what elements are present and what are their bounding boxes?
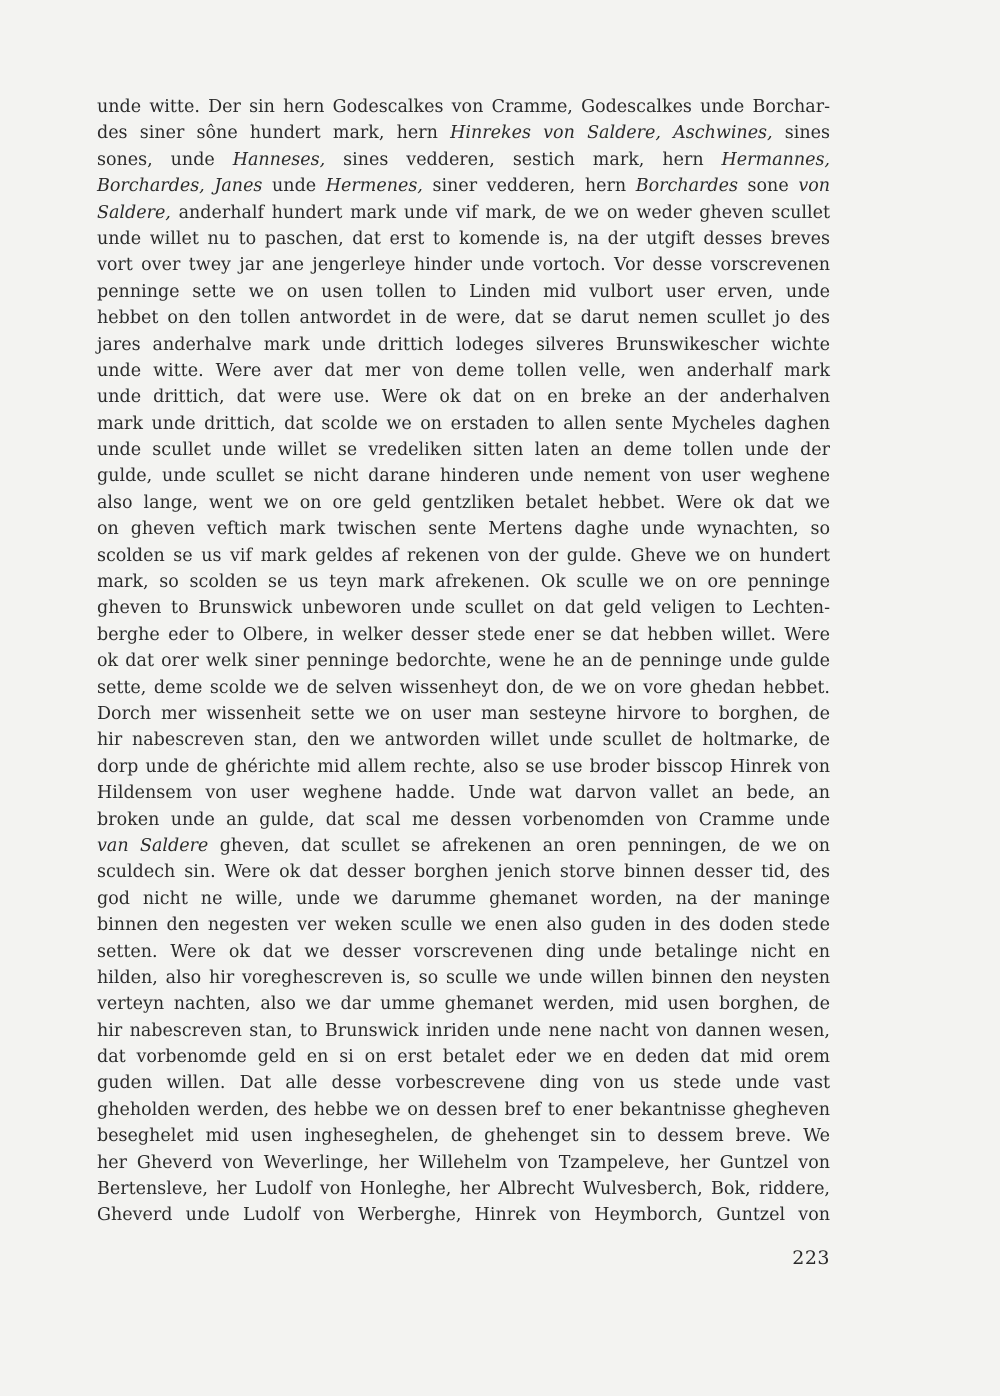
- text-segment: jares anderhalve mark unde drittich lodeges silveres Brunswikescher wichte: [97, 334, 830, 355]
- text-segment: also lange, went we on ore geld gentzliken betalet hebbet. Were ok dat we: [97, 492, 830, 513]
- text-line: [97, 807, 830, 833]
- text-line: [97, 1176, 830, 1202]
- text-segment: setten. Were ok dat we desser vorscrevenen ding unde betalinge nicht en: [97, 941, 830, 962]
- text-segment: unde willet nu to paschen, dat erst to komende is, na der utgift desses breves: [97, 228, 830, 249]
- text-segment: verteyn nachten, also we dar umme ghemanet werden, mid usen borghen, de: [97, 994, 830, 1015]
- body-text: [97, 94, 830, 1229]
- text-line: [97, 200, 830, 226]
- text-line: [97, 1018, 830, 1044]
- text-segment: on gheven veftich mark twischen sente Mertens daghe unde wynachten, so: [97, 519, 830, 540]
- text-segment: hir nabescreven stan, to Brunswick inriden unde nene nacht von dannen wesen,: [97, 1020, 830, 1041]
- text-segment: hilden, also hir voreghescreven is, so sculle we unde willen binnen den neysten: [97, 967, 830, 988]
- italic-name: van Saldere: [97, 835, 209, 856]
- text-segment: Gheverd unde Ludolf von Werberghe, Hinrek von Heymborch, Guntzel von: [97, 1205, 830, 1226]
- text-segment: sette, deme scolde we de selven wissenheyt don, de we on vore ghedan hebbet.: [97, 677, 830, 698]
- text-line: [97, 780, 830, 806]
- text-line: [97, 648, 830, 674]
- text-line: [97, 754, 830, 780]
- text-segment: unde witte. Were aver dat mer von deme tollen velle, wen anderhalf mark: [97, 360, 830, 381]
- text-segment: mark, so scolden se us teyn mark afrekenen. Ok sculle we on ore penninge: [97, 572, 830, 593]
- text-segment: Hildensem von user weghene hadde. Unde wat darvon vallet an bede, an: [97, 783, 830, 804]
- text-segment: siner vedderen, hern: [422, 176, 636, 197]
- text-segment: unde scullet unde willet se vredeliken sitten laten an deme tollen unde der: [97, 440, 830, 461]
- text-segment: sones, unde: [97, 149, 233, 170]
- text-segment: dorp unde de ghérichte mid allem rechte, also se use broder bisscop Hinrek von: [97, 756, 830, 777]
- text-segment: penninge sette we on usen tollen to Linden mid vulbort user erven, unde: [97, 281, 830, 302]
- text-segment: unde: [262, 176, 326, 197]
- text-line: [97, 279, 830, 305]
- italic-name: Saldere,: [97, 202, 171, 223]
- text-line: [97, 94, 830, 120]
- text-segment: dat vorbenomde geld en si on erst betalet eder we en deden dat mid orem: [97, 1047, 830, 1068]
- text-line: [97, 991, 830, 1017]
- text-segment: vort over twey jar ane jengerleye hinder unde vortoch. Vor desse vorscrevenen: [97, 255, 830, 276]
- text-segment: berghe eder to Olbere, in welker desser stede ener se dat hebben willet. Were: [97, 624, 830, 645]
- text-segment: anderhalf hundert mark unde vif mark, de we on weder gheven scullet: [170, 202, 830, 223]
- text-line: [97, 173, 830, 199]
- text-segment: ok dat orer welk siner penninge bedorchte, wene he an de penninge unde gulde: [97, 651, 830, 672]
- text-segment: gheholden werden, des hebbe we on dessen bref to ener bekantnisse ghegheven: [97, 1099, 830, 1120]
- text-segment: unde witte. Der sin hern Godescalkes von Cramme, Godescalkes unde Borchar-: [97, 97, 830, 117]
- text-segment: hir nabescreven stan, den we antworden willet unde scullet de holtmarke, de: [97, 730, 830, 751]
- text-line: [97, 332, 830, 358]
- text-line: [97, 1202, 830, 1228]
- text-segment: gulde, unde scullet se nicht darane hinderen unde nement von user weghene: [97, 466, 830, 487]
- italic-name: von: [798, 176, 831, 197]
- text-line: [97, 595, 830, 621]
- text-segment: hebbet on den tollen antwordet in de were, dat se darut nemen scullet jo des: [97, 308, 830, 329]
- text-segment: beseghelet mid usen ingheseghelen, de ghehenget sin to dessem breve. We: [97, 1126, 830, 1147]
- italic-name: Borchardes, Janes: [97, 176, 263, 197]
- text-segment: sculdech sin. Were ok dat desser borghen jenich storve binnen desser tid, des: [97, 862, 830, 883]
- text-line: [97, 490, 830, 516]
- text-line: [97, 1044, 830, 1070]
- text-segment: gheven, dat scullet se afrekenen an oren penningen, de we on: [208, 835, 830, 856]
- text-line: [97, 147, 830, 173]
- text-line: [97, 859, 830, 885]
- text-line: [97, 543, 830, 569]
- italic-name: Borchardes: [635, 176, 738, 197]
- text-line: [97, 120, 830, 146]
- text-line: [97, 622, 830, 648]
- text-segment: guden willen. Dat alle desse vorbescrevene ding von us stede unde vast: [97, 1073, 830, 1094]
- text-segment: Bertensleve, her Ludolf von Honleghe, her Albrecht Wulvesberch, Bok, riddere,: [97, 1179, 830, 1200]
- text-line: [97, 1150, 830, 1176]
- text-line: [97, 305, 830, 331]
- text-line: [97, 463, 830, 489]
- text-segment: scolden se us vif mark geldes af rekenen von der gulde. Gheve we on hundert: [97, 545, 830, 566]
- text-line: [97, 1097, 830, 1123]
- text-line: [97, 411, 830, 437]
- text-segment: gheven to Brunswick unbeworen unde scullet on dat geld veligen to Lechten-: [97, 598, 830, 619]
- text-line: [97, 886, 830, 912]
- italic-name: Hanneses,: [232, 149, 326, 170]
- text-segment: broken unde an gulde, dat scal me dessen vorbenomden von Cramme unde: [97, 809, 830, 830]
- text-line: [97, 939, 830, 965]
- text-line: [97, 965, 830, 991]
- text-line: [97, 727, 830, 753]
- text-line: [97, 252, 830, 278]
- italic-name: Hinrekes von Saldere, Aschwines,: [450, 123, 773, 144]
- text-segment: Dorch mer wissenheit sette we on user man sesteyne hirvore to borghen, de: [97, 703, 830, 724]
- text-segment: sines: [772, 123, 830, 144]
- text-segment: binnen den negesten ver weken sculle we enen also guden in des doden stede: [97, 915, 830, 936]
- page-number: 223: [792, 1247, 830, 1269]
- text-line: [97, 358, 830, 384]
- text-line: [97, 912, 830, 938]
- text-segment: sines vedderen, sestich mark, hern: [325, 149, 722, 170]
- text-segment: unde drittich, dat were use. Were ok dat on en breke an der anderhalven: [97, 387, 830, 408]
- text-line: [97, 226, 830, 252]
- italic-name: Hermenes,: [325, 176, 423, 197]
- text-line: [97, 701, 830, 727]
- text-line: [97, 833, 830, 859]
- text-line: [97, 675, 830, 701]
- text-line: [97, 1070, 830, 1096]
- text-line: [97, 569, 830, 595]
- text-line: [97, 516, 830, 542]
- text-segment: her Gheverd von Weverlinge, her Willehelm von Tzampeleve, her Guntzel von: [97, 1152, 830, 1173]
- text-segment: god nicht ne wille, unde we darumme ghemanet worden, na der maninge: [97, 888, 830, 909]
- text-line: [97, 384, 830, 410]
- italic-name: Hermannes,: [721, 149, 830, 170]
- text-segment: des siner sône hundert mark, hern: [97, 123, 451, 144]
- text-line: [97, 437, 830, 463]
- text-segment: mark unde drittich, dat scolde we on erstaden to allen sente Mycheles daghen: [97, 413, 830, 434]
- text-line: [97, 1123, 830, 1149]
- text-segment: sone: [737, 176, 799, 197]
